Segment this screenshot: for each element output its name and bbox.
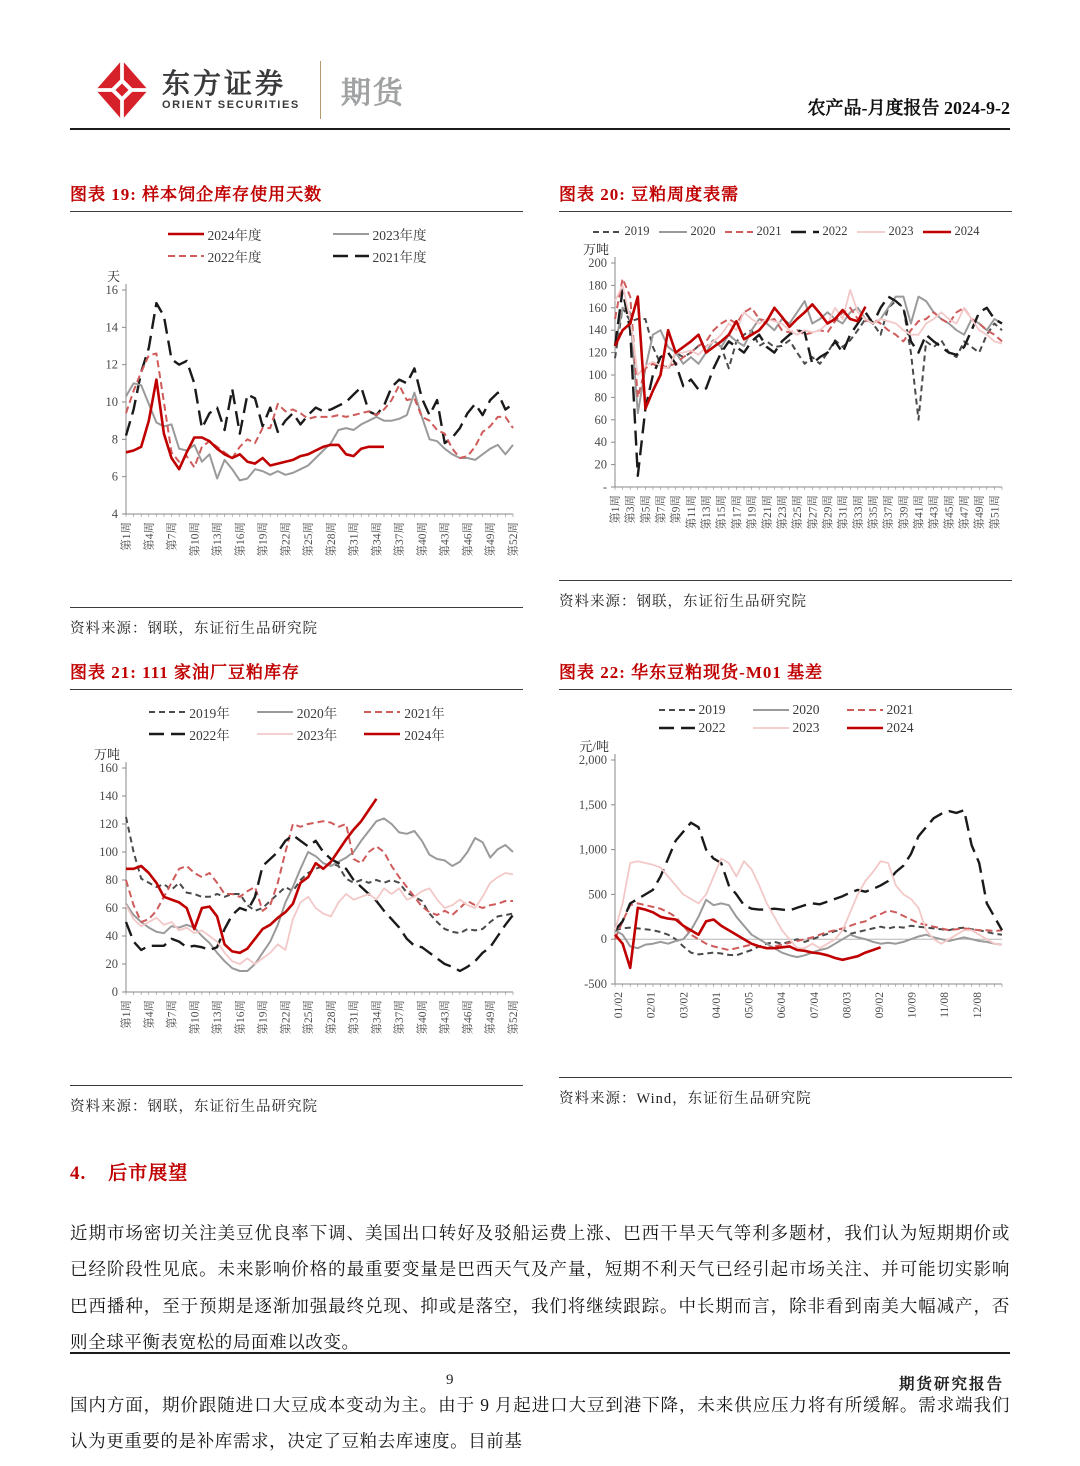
- legend-item-2021年: [363, 702, 445, 722]
- legend-line-swatch: [752, 705, 790, 715]
- body-paragraph-2: 国内方面，期价跟随进口大豆成本变动为主。由于 9 月起进口大豆到港下降，未来供应压力将有所缓解。需求端我们认为更重要的是补库需求，决定了豆粕去库速度。目前基: [70, 1394, 1010, 1451]
- footer-label: 期货研究报告: [898, 1376, 1004, 1393]
- svg-text:140: 140: [99, 789, 118, 803]
- chart-21-figure: [70, 690, 523, 1079]
- svg-text:第28周: 第28周: [325, 522, 338, 557]
- y-axis-unit: 万吨: [582, 242, 609, 257]
- svg-text:8: 8: [111, 432, 118, 447]
- page-number: 9: [446, 1372, 454, 1388]
- svg-text:第9周: 第9周: [670, 495, 683, 524]
- svg-text:第17周: 第17周: [731, 495, 744, 530]
- legend-item-2020: [752, 702, 820, 718]
- svg-text:第45周: 第45周: [943, 495, 956, 530]
- legend-label: 2022年: [189, 728, 230, 743]
- legend-line-swatch: [846, 723, 884, 733]
- svg-text:第16周: 第16周: [234, 1000, 247, 1035]
- legend-line-swatch: [658, 705, 696, 715]
- legend-label: 2019: [698, 702, 726, 717]
- series-line-2024年度: [126, 380, 384, 470]
- svg-text:第40周: 第40周: [416, 522, 429, 557]
- svg-text:第7周: 第7周: [166, 522, 179, 551]
- svg-text:第39周: 第39周: [898, 495, 911, 530]
- svg-text:16: 16: [105, 283, 118, 297]
- chart-block-20: [559, 180, 1012, 638]
- svg-text:14: 14: [105, 320, 118, 335]
- svg-text:第34周: 第34周: [371, 1000, 384, 1035]
- svg-text:-: -: [602, 480, 607, 494]
- svg-text:第22周: 第22周: [280, 522, 293, 557]
- svg-text:500: 500: [588, 887, 607, 902]
- legend-label: 2019: [624, 224, 650, 238]
- legend-item-2022年度: [167, 246, 262, 266]
- svg-text:第29周: 第29周: [822, 495, 835, 530]
- chart-21-title: 图表 21: 111 家油厂豆粕库存: [70, 658, 523, 690]
- y-axis-unit: 元/吨: [579, 739, 609, 754]
- svg-text:1,000: 1,000: [578, 842, 607, 857]
- svg-text:01/02: 01/02: [613, 992, 626, 1019]
- legend-line-swatch: [256, 729, 294, 739]
- svg-text:第25周: 第25周: [303, 522, 316, 557]
- svg-text:第23周: 第23周: [776, 495, 789, 530]
- svg-text:第37周: 第37周: [394, 1000, 407, 1035]
- y-axis-unit: 万吨: [93, 747, 120, 762]
- svg-text:12/08: 12/08: [971, 992, 984, 1019]
- svg-text:第7周: 第7周: [655, 495, 668, 524]
- legend-label: 2020: [690, 224, 716, 238]
- page-header: [0, 0, 1080, 130]
- legend-line-swatch: [752, 723, 790, 733]
- legend-item-2024年度: [167, 224, 262, 244]
- svg-text:120: 120: [588, 345, 607, 360]
- chart-22-plot: [559, 736, 1012, 1066]
- chart-19-source: 资料来源：钢联，东证衍生品研究院: [70, 607, 523, 638]
- section-number: 4.: [70, 1163, 87, 1184]
- svg-text:180: 180: [588, 278, 607, 293]
- brand-block: [94, 58, 405, 122]
- legend-line-swatch: [724, 227, 754, 237]
- series-line-2019年: [126, 817, 513, 933]
- svg-text:12: 12: [105, 357, 118, 372]
- series-line-2024: [615, 908, 881, 968]
- svg-text:第4周: 第4周: [143, 522, 156, 551]
- legend-item-2020年: [256, 702, 338, 722]
- svg-text:第52周: 第52周: [508, 1000, 520, 1035]
- chart-20-source: 资料来源：钢联，东证衍生品研究院: [559, 580, 1012, 611]
- svg-text:第22周: 第22周: [280, 1000, 293, 1035]
- chart-19-legend: [70, 220, 523, 266]
- brand-division-label: 期货: [340, 77, 405, 110]
- legend-line-swatch: [363, 729, 401, 739]
- legend-item-2023: [856, 224, 914, 239]
- brand-name-cn: 东方证券: [162, 67, 287, 99]
- svg-text:第19周: 第19周: [257, 522, 270, 557]
- legend-item-2019: [658, 702, 726, 718]
- y-axis-unit: 天: [106, 269, 120, 284]
- svg-text:第15周: 第15周: [716, 495, 729, 530]
- brand-name-en: ORIENT SECURITIES: [162, 99, 300, 112]
- legend-item-2021: [724, 224, 782, 239]
- chart-21-legend: [70, 698, 523, 744]
- svg-text:20: 20: [594, 457, 607, 472]
- svg-text:160: 160: [588, 300, 607, 315]
- legend-item-2020: [658, 224, 716, 239]
- svg-text:4: 4: [111, 507, 118, 521]
- chart-block-21: [70, 658, 523, 1116]
- svg-text:140: 140: [588, 323, 607, 338]
- legend-label: 2022: [698, 720, 726, 735]
- page-footer: [70, 1352, 1010, 1393]
- legend-line-swatch: [332, 251, 370, 261]
- svg-text:第46周: 第46周: [462, 522, 475, 557]
- svg-text:第10周: 第10周: [189, 522, 202, 557]
- svg-text:第5周: 第5周: [640, 495, 653, 524]
- svg-text:02/01: 02/01: [645, 992, 658, 1019]
- svg-text:第52周: 第52周: [508, 522, 520, 557]
- legend-label: 2021: [886, 702, 914, 717]
- svg-text:第37周: 第37周: [883, 495, 896, 530]
- legend-line-swatch: [658, 723, 696, 733]
- orient-securities-logo-icon: [94, 58, 150, 122]
- legend-line-swatch: [922, 227, 952, 237]
- chart-22-source: 资料来源：Wind，东证衍生品研究院: [559, 1077, 1012, 1108]
- svg-text:03/02: 03/02: [678, 992, 691, 1019]
- legend-line-swatch: [148, 729, 186, 739]
- svg-text:第10周: 第10周: [189, 1000, 202, 1035]
- body-paragraph-1: 近期市场密切关注美豆优良率下调、美国出口转好及驳船运费上涨、巴西干旱天气等利多题材，我们认为短期期价或已经阶段性见底。未来影响价格的最重要变量是巴西天气及产量，短期不利天气已经引起市场关注、并可能切实影响巴西播种，至于预期是逐渐加强最终兑现、抑或是落空，我们将继续跟踪。中长期而言，除非看到南美大幅减产，否则全球平衡表宽松的局面难以改变。: [70, 1223, 1010, 1353]
- legend-label: 2023: [792, 720, 820, 735]
- legend-label: 2022年度: [207, 250, 262, 265]
- legend-item-2023年: [256, 724, 338, 744]
- series-line-2023: [615, 859, 1002, 949]
- svg-text:120: 120: [99, 817, 118, 831]
- legend-item-2019: [592, 224, 650, 239]
- chart-22-title: 图表 22: 华东豆粕现货-M01 基差: [559, 658, 1012, 690]
- svg-text:第4周: 第4周: [143, 1000, 156, 1029]
- section-title: 后市展望: [108, 1163, 189, 1184]
- svg-text:第11周: 第11周: [685, 495, 698, 530]
- svg-text:100: 100: [588, 368, 607, 382]
- series-line-2022: [615, 290, 1002, 476]
- legend-line-swatch: [658, 227, 688, 237]
- series-line-2023年: [126, 873, 513, 964]
- legend-line-swatch: [790, 227, 820, 237]
- report-title: 农产品-月度报告 2024-9-2: [807, 98, 1010, 118]
- svg-text:第13周: 第13周: [212, 522, 225, 557]
- legend-item-2024年: [363, 724, 445, 744]
- series-line-2022: [615, 810, 1002, 930]
- svg-text:第47周: 第47周: [959, 495, 972, 530]
- chart-21-source: 资料来源：钢联，东证衍生品研究院: [70, 1085, 523, 1116]
- chart-block-19: [70, 180, 523, 638]
- svg-text:第21周: 第21周: [761, 495, 774, 530]
- svg-text:08/03: 08/03: [841, 992, 854, 1019]
- svg-text:第19周: 第19周: [257, 1000, 270, 1035]
- chart-22-legend: [559, 698, 1012, 736]
- chart-21-plot: [70, 744, 523, 1074]
- legend-line-swatch: [332, 229, 370, 239]
- svg-text:05/05: 05/05: [743, 992, 756, 1019]
- svg-text:10/09: 10/09: [906, 992, 919, 1019]
- brand-divider: [320, 61, 321, 119]
- svg-text:60: 60: [105, 901, 118, 915]
- legend-label: 2023: [888, 224, 914, 238]
- legend-item-2019年: [148, 702, 230, 722]
- svg-text:第49周: 第49周: [974, 495, 987, 530]
- svg-text:04/01: 04/01: [710, 992, 723, 1019]
- svg-text:40: 40: [105, 929, 118, 943]
- svg-text:第28周: 第28周: [325, 1000, 338, 1035]
- svg-text:80: 80: [594, 390, 607, 405]
- svg-text:第25周: 第25周: [792, 495, 805, 530]
- legend-label: 2024年度: [207, 228, 262, 243]
- legend-line-swatch: [592, 227, 622, 237]
- chart-20-figure: [559, 212, 1012, 574]
- svg-text:20: 20: [105, 957, 118, 971]
- legend-item-2022: [790, 224, 848, 239]
- series-line-2020年: [126, 818, 513, 971]
- svg-text:第49周: 第49周: [485, 522, 498, 557]
- svg-text:第46周: 第46周: [462, 1000, 475, 1035]
- legend-label: 2022: [822, 224, 848, 238]
- svg-text:06/04: 06/04: [776, 992, 789, 1019]
- svg-text:第33周: 第33周: [852, 495, 865, 530]
- chart-20-legend: [559, 220, 1012, 239]
- series-line-2021: [615, 279, 1002, 398]
- legend-item-2022年: [148, 724, 230, 744]
- legend-label: 2021年: [404, 706, 445, 721]
- section-heading: [70, 1158, 1010, 1185]
- svg-text:0: 0: [600, 932, 607, 947]
- svg-text:第43周: 第43周: [928, 495, 941, 530]
- legend-label: 2020: [792, 702, 820, 717]
- svg-text:2,000: 2,000: [578, 753, 607, 767]
- chart-20-title: 图表 20: 豆粕周度表需: [559, 180, 1012, 212]
- legend-label: 2024: [954, 224, 980, 238]
- series-line-2021年度: [126, 303, 513, 443]
- charts-grid: [70, 180, 1010, 1116]
- legend-line-swatch: [363, 707, 401, 717]
- legend-item-2023年度: [332, 224, 427, 244]
- legend-line-swatch: [256, 707, 294, 717]
- svg-text:第40周: 第40周: [416, 1000, 429, 1035]
- legend-label: 2024: [886, 720, 914, 735]
- chart-19-figure: [70, 212, 523, 601]
- svg-text:160: 160: [99, 761, 118, 775]
- legend-line-swatch: [148, 707, 186, 717]
- chart-19-plot: [70, 266, 523, 596]
- series-line-2024年: [126, 799, 376, 953]
- svg-text:第13周: 第13周: [701, 495, 714, 530]
- svg-text:第41周: 第41周: [913, 495, 926, 530]
- legend-line-swatch: [167, 251, 205, 261]
- svg-text:第34周: 第34周: [371, 522, 384, 557]
- svg-text:第43周: 第43周: [439, 1000, 452, 1035]
- svg-text:第51周: 第51周: [989, 495, 1002, 530]
- svg-text:100: 100: [99, 845, 118, 859]
- legend-label: 2019年: [189, 706, 230, 721]
- svg-text:第1周: 第1周: [121, 1000, 133, 1029]
- svg-text:第3周: 第3周: [625, 495, 638, 524]
- legend-item-2023: [752, 720, 820, 736]
- legend-item-2024: [846, 720, 914, 736]
- svg-text:-500: -500: [584, 977, 607, 991]
- chart-block-22: [559, 658, 1012, 1116]
- svg-text:第1周: 第1周: [121, 522, 133, 551]
- header-rule: [70, 128, 1010, 130]
- legend-line-swatch: [846, 705, 884, 715]
- svg-text:40: 40: [594, 435, 607, 450]
- legend-label: 2023年度: [372, 228, 427, 243]
- svg-text:第37周: 第37周: [394, 522, 407, 557]
- svg-text:第13周: 第13周: [212, 1000, 225, 1035]
- svg-text:第16周: 第16周: [234, 522, 247, 557]
- svg-text:第31周: 第31周: [348, 522, 361, 557]
- chart-22-figure: [559, 690, 1012, 1071]
- svg-text:第1周: 第1周: [610, 495, 622, 524]
- legend-label: 2021: [756, 224, 782, 238]
- svg-text:第25周: 第25周: [303, 1000, 316, 1035]
- series-line-2023年度: [126, 383, 513, 480]
- svg-text:6: 6: [111, 469, 118, 484]
- svg-text:80: 80: [105, 873, 118, 887]
- svg-text:第49周: 第49周: [485, 1000, 498, 1035]
- legend-label: 2024年: [404, 728, 445, 743]
- legend-line-swatch: [167, 229, 205, 239]
- legend-item-2021: [846, 702, 914, 718]
- chart-20-plot: [559, 239, 1012, 569]
- svg-text:第35周: 第35周: [868, 495, 881, 530]
- svg-text:200: 200: [588, 256, 607, 270]
- outlook-section: [70, 1158, 1010, 1459]
- svg-text:07/04: 07/04: [808, 992, 821, 1019]
- svg-text:第31周: 第31周: [837, 495, 850, 530]
- svg-text:第27周: 第27周: [807, 495, 820, 530]
- legend-line-swatch: [856, 227, 886, 237]
- chart-19-title: 图表 19: 样本饲企库存使用天数: [70, 180, 523, 212]
- svg-text:0: 0: [111, 985, 118, 999]
- legend-label: 2023年: [296, 728, 338, 743]
- svg-text:09/02: 09/02: [874, 992, 887, 1019]
- svg-text:第43周: 第43周: [439, 522, 452, 557]
- legend-label: 2021年度: [372, 250, 427, 265]
- legend-item-2024: [922, 224, 980, 239]
- svg-text:第7周: 第7周: [166, 1000, 179, 1029]
- legend-label: 2020年: [296, 706, 338, 721]
- svg-text:10: 10: [105, 395, 118, 409]
- svg-text:第19周: 第19周: [746, 495, 759, 530]
- legend-item-2021年度: [332, 246, 427, 266]
- legend-item-2022: [658, 720, 726, 736]
- svg-text:11/08: 11/08: [939, 992, 952, 1018]
- svg-text:第31周: 第31周: [348, 1000, 361, 1035]
- svg-text:1,500: 1,500: [578, 797, 607, 812]
- svg-text:60: 60: [594, 412, 607, 427]
